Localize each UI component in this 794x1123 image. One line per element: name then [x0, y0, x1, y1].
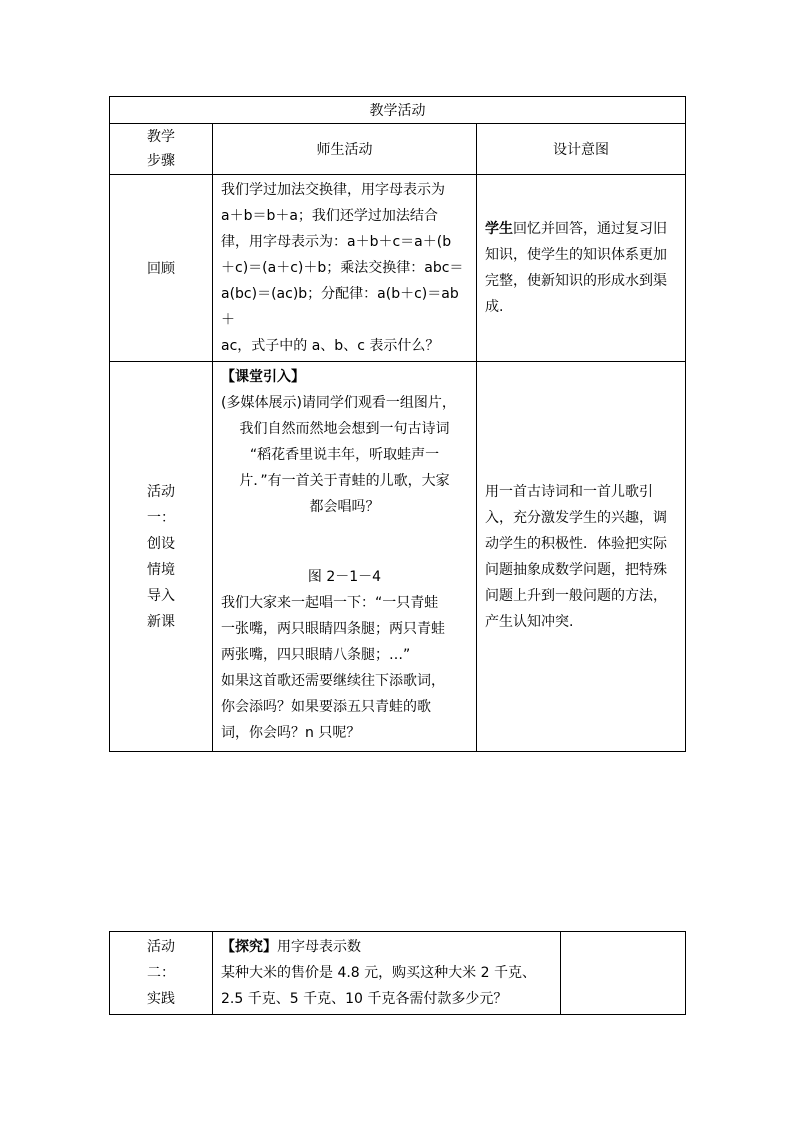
activity1-content — [213, 362, 477, 752]
activity1-step-line: 新课 — [147, 613, 175, 630]
activity2-step-line: 实践 — [147, 991, 175, 1007]
review-line: 律，用字母表示为：a＋b＋c＝a＋(b — [221, 234, 452, 250]
activity1-step-line: 情境 — [147, 561, 175, 578]
activity1-line: 你会添吗？如果要添五只青蛙的歌 — [221, 699, 431, 715]
activity1-line: 都会唱吗？ — [309, 499, 380, 515]
review-activity — [213, 175, 477, 362]
review-intent — [477, 175, 686, 362]
table-title-text: 教学活动 — [369, 103, 426, 119]
header-step-line1: 教学 — [147, 129, 175, 145]
header-step-line2: 步骤 — [147, 153, 175, 169]
figure-placeholder — [221, 520, 468, 564]
review-intent-rest: 回忆并回答，通过复习旧知识，使学生的知识体系更加完整，使新知识的形成水到渠成. — [485, 221, 667, 315]
header-intent — [477, 124, 686, 175]
activity1-line: 片．”有一首关于青蛙的儿歌，大家 — [239, 473, 450, 489]
activity2-intent — [561, 932, 686, 1015]
header-activity-text: 师生活动 — [316, 142, 373, 158]
header-activity — [213, 124, 477, 175]
activity2-step-line: 活动 — [147, 939, 175, 955]
review-line: a＋b＝b＋a；我们还学过加法结合 — [221, 208, 438, 224]
header-step — [110, 124, 213, 175]
activity1-line: 两张嘴，四只眼睛八条腿；…” — [221, 647, 411, 663]
activity2-heading: 【探究】 — [221, 939, 277, 955]
activity2-step — [110, 932, 213, 1015]
teaching-activity-table — [109, 96, 686, 752]
header-intent-text: 设计意图 — [553, 142, 609, 158]
activity2-line: 2.5 千克、5 千克、10 千克各需付款多少元？ — [221, 991, 508, 1007]
activity2-line: 某种大米的售价是 4.8 元，购买这种大米 2 千克、 — [221, 965, 536, 981]
activity1-line: 词，你会吗？n 只呢？ — [221, 725, 361, 741]
activity1-line: 我们大家来一起唱一下：“一只青蛙 — [221, 595, 439, 611]
figure-caption: 图 2－1－4 — [307, 569, 382, 585]
activity1-step — [110, 362, 213, 752]
review-line: ac，式子中的 a、b、c 表示什么？ — [221, 338, 440, 354]
review-line: a(bc)＝(ac)b；分配律：a(b＋c)＝ab＋ — [221, 286, 459, 328]
activity1-line: 一张嘴，两只眼睛四条腿；两只青蛙 — [221, 621, 445, 637]
activity1-step-line: 一： — [147, 509, 175, 526]
activity1-step-line: 创设 — [147, 535, 175, 552]
review-step — [110, 175, 213, 362]
activity2-step-line: 二： — [147, 965, 175, 981]
table-title — [110, 97, 686, 124]
activity1-line: 如果这首歌还需要继续往下添歌词， — [221, 673, 445, 689]
activity1-intent — [477, 362, 686, 752]
activity2-heading-rest: 用字母表示数 — [277, 939, 361, 955]
review-step-text: 回顾 — [147, 261, 175, 277]
activity2-heading-line — [221, 934, 552, 960]
activity1-line: 我们自然而然地会想到一句古诗词 — [239, 421, 450, 437]
practice-table — [109, 931, 686, 1015]
review-intent-bold: 学生 — [485, 221, 513, 237]
activity1-step-line: 活动 — [147, 483, 175, 500]
activity1-heading: 【课堂引入】 — [221, 369, 305, 385]
activity1-line: “稻花香里说丰年，听取蛙声一 — [249, 447, 440, 463]
activity1-intent-text: 用一首古诗词和一首儿歌引入，充分激发学生的兴趣，调动学生的积极性．体验把实际问题抽象成数学问题，把特殊问题上升到一般问题的方法，产生认知冲突. — [485, 483, 667, 630]
activity1-step-line: 导入 — [147, 587, 175, 604]
activity2-content — [213, 932, 561, 1015]
review-line: 我们学过加法交换律，用字母表示为 — [221, 182, 445, 198]
activity1-line: (多媒体展示)请同学们观看一组图片， — [221, 395, 456, 411]
review-line: ＋c)＝(a＋c)＋b；乘法交换律：abc＝ — [221, 260, 464, 276]
